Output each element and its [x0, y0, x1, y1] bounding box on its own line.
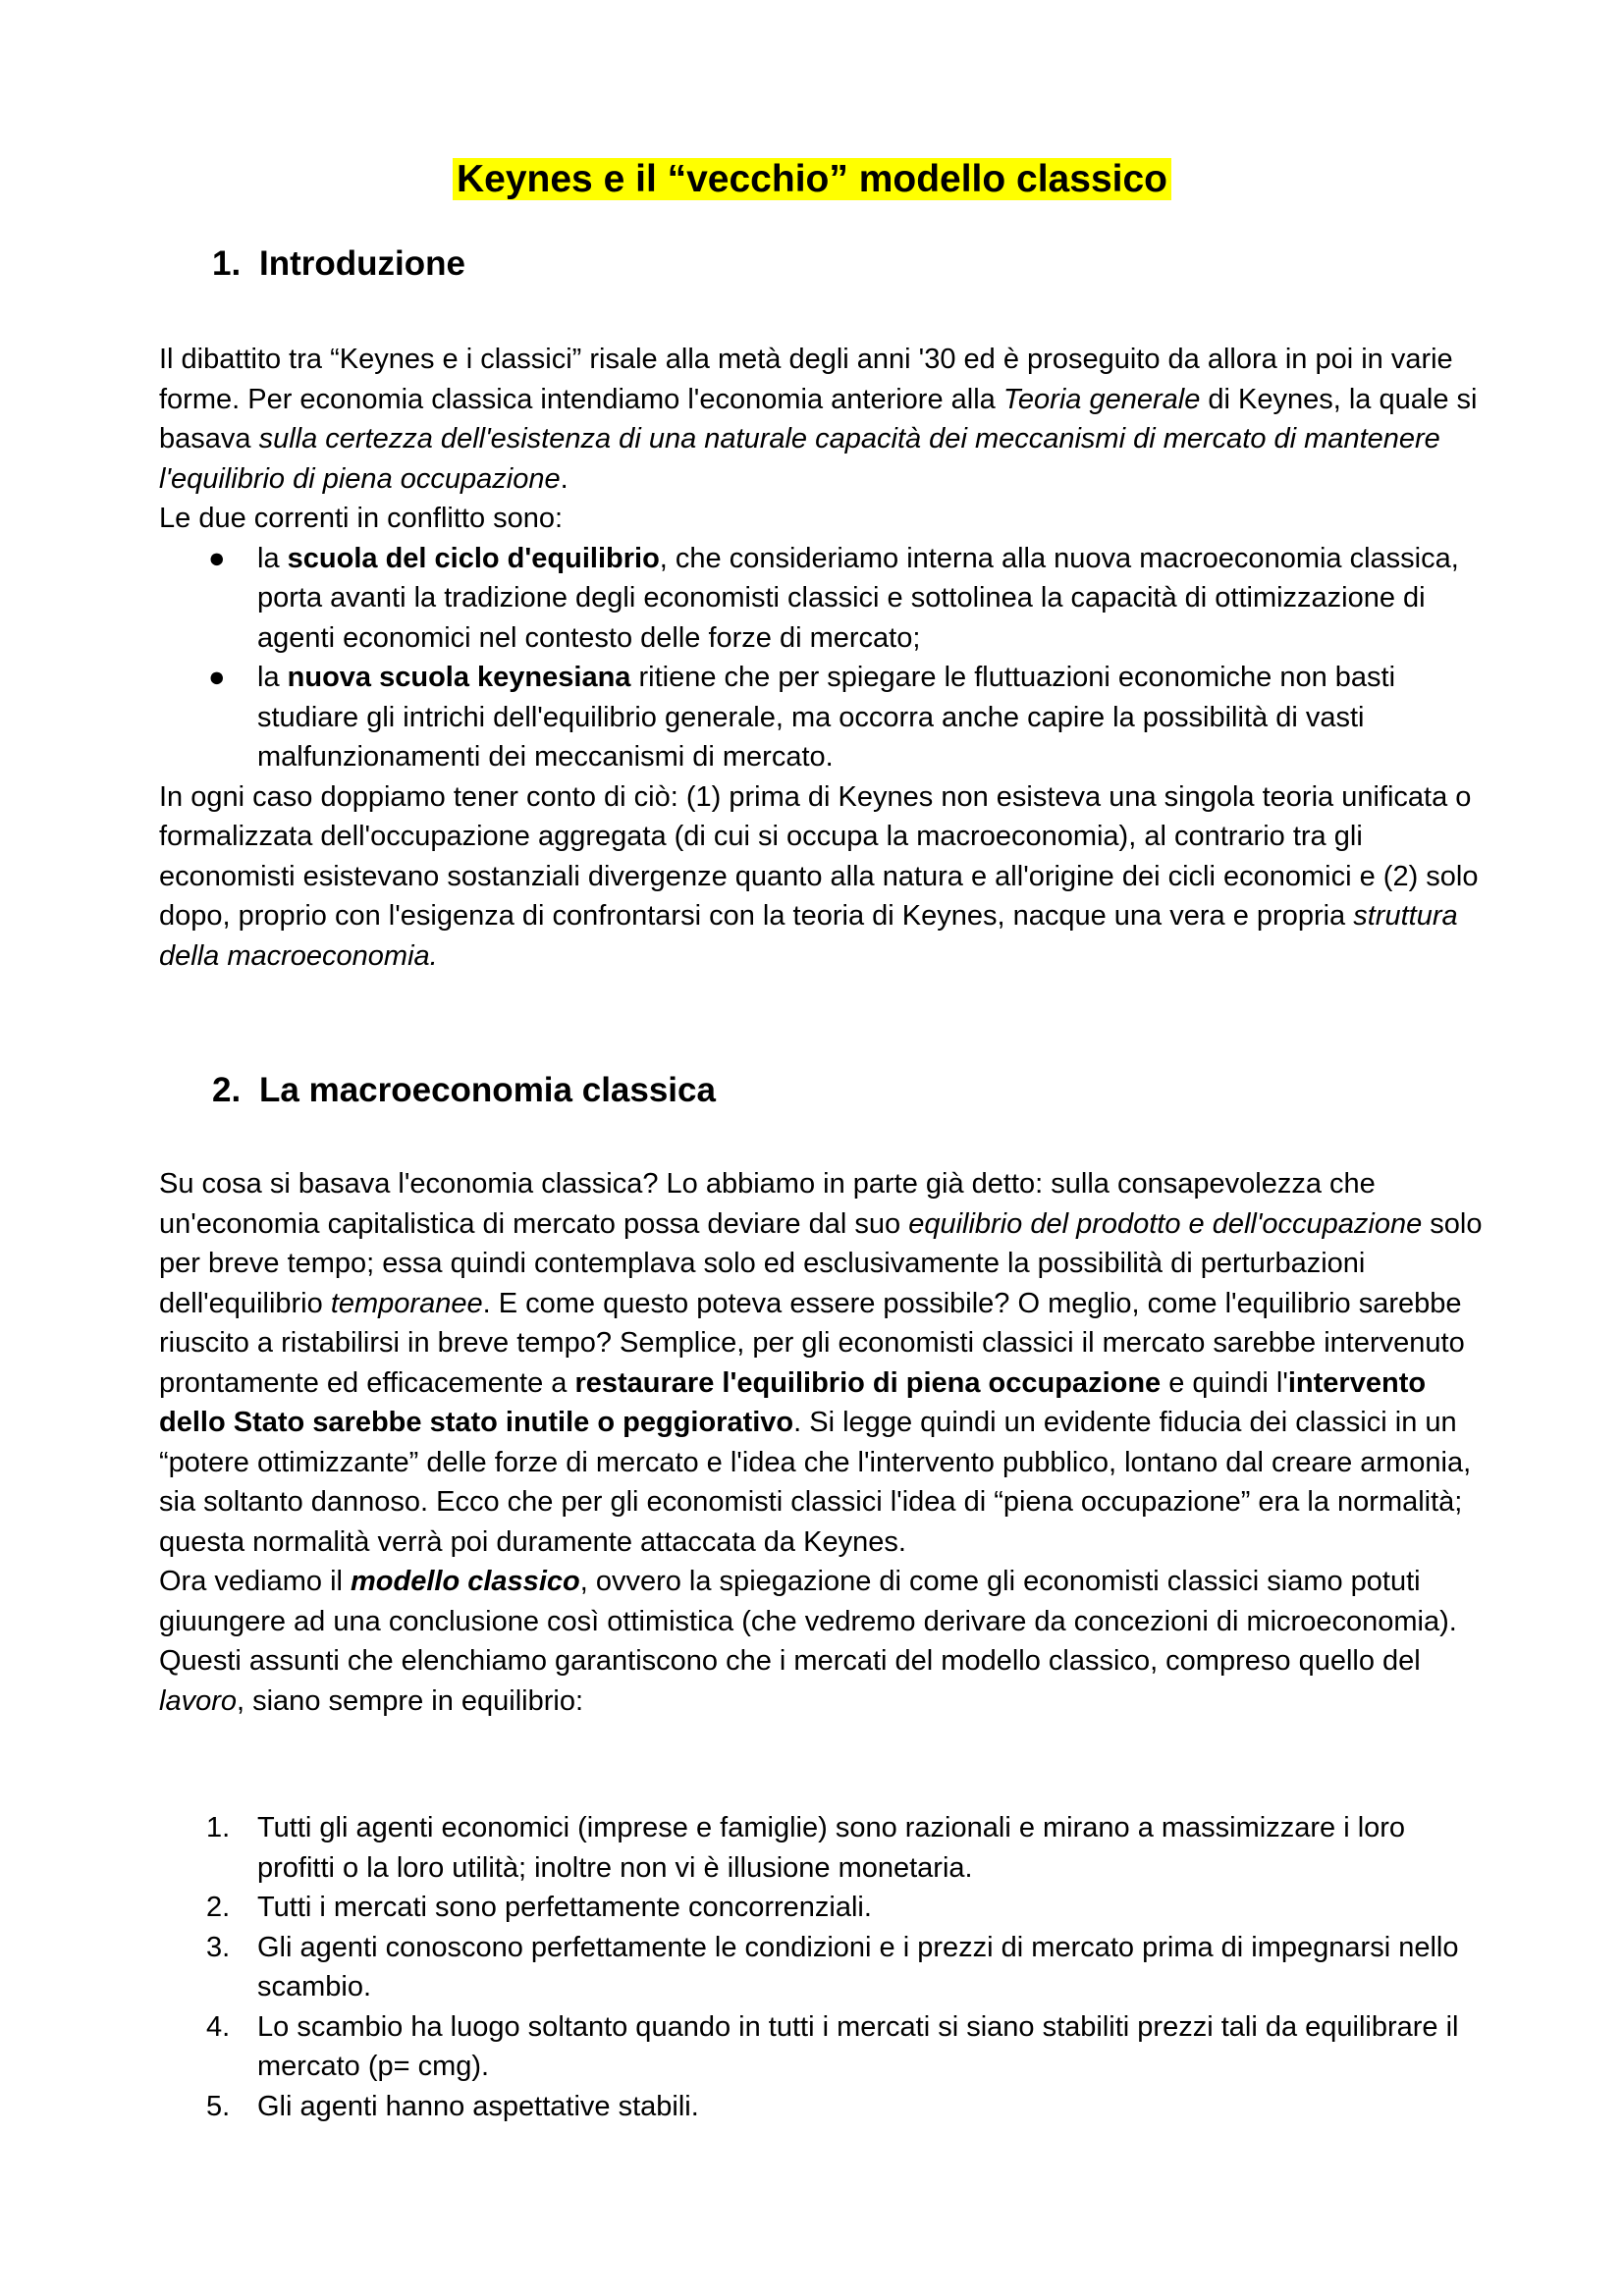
section-2-heading	[212, 1070, 716, 1111]
text-run: intervento dello Stato sarebbe stato inutile o peggiorativo	[159, 1366, 1427, 1438]
section-number: 2.	[212, 1071, 242, 1109]
text-run: . E come questo poteva essere possibile? O meglio, come l'equilibrio sarebbe riuscito a ristabilirsi in breve tempo? Semplice, per gli economisti classici il mercato sarebbe intervenuto prontamente ed efficacemente a	[159, 1287, 1465, 1399]
list-item-text: Lo scambio ha luogo soltanto quando in tutti i mercati si siano stabiliti prezzi tali da equilibrare il mercato (p= cmg).	[257, 2010, 1459, 2082]
section-1-heading	[212, 243, 465, 285]
section-title: La macroeconomia classica	[259, 1071, 716, 1109]
paragraph	[159, 1562, 1490, 1721]
list-item-text: Tutti gli agenti economici (imprese e famiglie) sono razionali e mirano a massimizzare i loro profitti o la loro utilità; inoltre non vi è illusione monetaria.	[257, 1812, 1406, 1884]
list-item-text: Gli agenti conoscono perfettamente le condizioni e i prezzi di mercato prima di impegnarsi nello scambio.	[257, 1931, 1459, 2002]
text-run: Teoria generale	[1002, 383, 1201, 415]
section-2-body	[159, 1164, 1490, 1721]
list-item	[159, 1808, 1490, 1888]
text-run: , siano sempre in equilibrio:	[237, 1684, 584, 1717]
paragraph: Le due correnti in conflitto sono:	[159, 503, 564, 534]
numbered-list	[159, 1808, 1490, 2126]
text-run: temporanee	[330, 1287, 483, 1319]
text-run: , che consideriamo interna alla nuova macroeconomia classica, porta avanti la tradizione degli economisti classici e sottolinea la capacità di ottimizzazione di agenti economici nel contesto delle forze di mercato;	[257, 542, 1459, 654]
title-highlight: Keynes e il “vecchio” modello classico	[453, 158, 1171, 200]
section-title: Introduzione	[259, 244, 465, 283]
list-number: 1.	[206, 1812, 231, 1843]
paragraph	[159, 340, 1490, 499]
text-run: lavoro	[159, 1684, 237, 1717]
text-run: solo per breve tempo; essa quindi contemplava solo ed esclusivamente la possibilità di perturbazioni dell'equilibrio	[159, 1207, 1483, 1319]
list-number: 5.	[206, 2090, 231, 2122]
list-item	[159, 658, 1490, 777]
text-run: sulla certezza dell'esistenza di una naturale capacità dei meccanismi di mercato di mantenere l'equilibrio di piena occupazione	[159, 423, 1440, 495]
paragraph	[159, 777, 1490, 977]
list-number: 4.	[206, 2010, 231, 2043]
list-number: 2.	[206, 1892, 231, 1923]
text-run: .	[560, 462, 568, 495]
text-run: modello classico	[351, 1566, 580, 1597]
text-run: In ogni caso doppiamo tener conto di ciò: (1) prima di Keynes non esisteva una singola teoria unificata o formalizzata dell'occupazione aggregata (di cui si occupa la macroeconomia), al contrario tra gli economisti esistevano sostanziali divergenze quanto alla natura e all'origine dei cicli economici e (2) solo dopo, proprio con l'esigenza di confrontarsi con la teoria di Keynes, nacque una vera e propria	[159, 780, 1479, 932]
list-item-text	[257, 543, 1459, 654]
text-run: scuola del ciclo d'equilibrio	[287, 542, 660, 574]
text-run: . Si legge quindi un evidente fiducia dei classici in un “potere ottimizzante” delle forze di mercato e l'idea che l'intervento pubblico, lontano dal creare armonia, sia soltanto dannoso. Ecco che per gli economisti classici l'idea di “piena occupazione” era la normalità; questa normalità verrà poi duramente attaccata da Keynes.	[159, 1407, 1472, 1558]
text-run: , ovvero la spiegazione di come gli economisti classici siamo potuti giuungere ad una conclusione così ottimistica (che vedremo derivare da concezioni di microeconomia). Questi assunti che elenchiamo garantiscono che i mercati del modello classico, compreso quello del	[159, 1566, 1457, 1677]
section-2-list	[159, 1808, 1490, 2126]
text-run: la	[257, 662, 288, 693]
text-run: e quindi l'	[1161, 1366, 1288, 1399]
text-run: Su cosa si basava l'economia classica? Lo abbiamo in parte già detto: sulla consapevolezza che un'economia capitalistica di mercato possa deviare dal suo	[159, 1168, 1376, 1240]
list-item	[159, 539, 1490, 659]
list-item	[159, 1928, 1490, 2007]
section-1-body	[159, 340, 1490, 976]
list-item-text	[257, 662, 1395, 773]
list-item	[159, 2087, 1490, 2127]
bullet-list	[159, 539, 1490, 777]
section-number: 1.	[212, 244, 242, 283]
document-title	[0, 157, 1624, 203]
list-item-text: Tutti i mercati sono perfettamente concorrenziali.	[257, 1892, 872, 1923]
bullet-icon: ●	[208, 542, 226, 574]
paragraph	[159, 1164, 1490, 1562]
text-run: nuova scuola keynesiana	[287, 662, 631, 693]
text-run: di Keynes, la quale si basava	[159, 383, 1478, 454]
list-number: 3.	[206, 1931, 231, 1963]
text-run: la	[257, 542, 288, 574]
bullet-icon: ●	[208, 662, 226, 693]
list-item-text: Gli agenti hanno aspettative stabili.	[257, 2090, 699, 2122]
list-item	[159, 1888, 1490, 1928]
text-run: Il dibattito tra “Keynes e i classici” risale alla metà degli anni '30 ed è proseguito da allora in poi in varie forme. Per economia classica intendiamo l'economia anteriore alla	[159, 344, 1453, 415]
text-run: ritiene che per spiegare le fluttuazioni economiche non basti studiare gli intrichi dell'equilibrio generale, ma occorra anche capire la possibilità di vasti malfunzionamenti dei meccanismi di mercato.	[257, 662, 1396, 773]
text-run: equilibrio del prodotto e dell'occupazione	[908, 1207, 1423, 1240]
text-run: struttura della macroeconomia.	[159, 900, 1458, 972]
text-run: Ora vediamo il	[159, 1566, 352, 1597]
list-item	[159, 2007, 1490, 2087]
text-run: restaurare l'equilibrio di piena occupazione	[574, 1366, 1162, 1399]
